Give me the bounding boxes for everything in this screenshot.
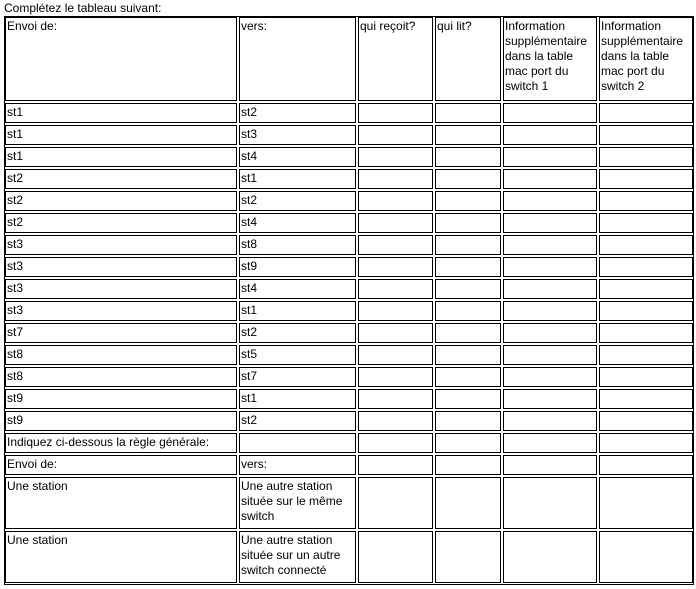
answer-cell[interactable] xyxy=(358,455,431,475)
answer-cell[interactable] xyxy=(599,235,691,255)
source-station-cell: st2 xyxy=(7,171,24,185)
answer-cell[interactable] xyxy=(503,279,595,299)
answer-cell[interactable] xyxy=(599,345,691,365)
rule-to-header: vers: xyxy=(241,457,268,471)
answer-cell[interactable] xyxy=(503,455,595,475)
answer-cell[interactable] xyxy=(503,411,595,431)
answer-cell[interactable] xyxy=(599,279,691,299)
source-station-cell: st2 xyxy=(7,215,24,229)
answer-cell[interactable] xyxy=(358,213,431,233)
source-station-cell: st1 xyxy=(7,149,24,163)
source-station-cell: st3 xyxy=(7,303,24,317)
source-station-cell: st2 xyxy=(7,193,24,207)
answer-cell[interactable] xyxy=(358,301,431,321)
rule-destination-cell: Une autre station située sur un autre switch connecté xyxy=(241,533,341,577)
answer-cell[interactable] xyxy=(435,367,499,387)
answer-cell[interactable] xyxy=(435,477,499,529)
exercise-table xyxy=(4,16,694,588)
answer-cell[interactable] xyxy=(435,169,499,189)
destination-station-cell: st2 xyxy=(241,325,258,339)
answer-cell[interactable] xyxy=(599,213,691,233)
answer-cell[interactable] xyxy=(503,323,595,343)
answer-cell[interactable] xyxy=(358,147,431,167)
answer-cell[interactable] xyxy=(503,433,595,453)
rule-source-cell: Une station xyxy=(7,479,68,493)
answer-cell[interactable] xyxy=(503,213,595,233)
source-station-cell: st1 xyxy=(7,127,24,141)
answer-cell[interactable] xyxy=(435,191,499,211)
source-station-cell: st3 xyxy=(7,281,24,295)
source-station-cell: st9 xyxy=(7,413,24,427)
answer-cell[interactable] xyxy=(435,257,499,277)
destination-station-cell: st1 xyxy=(241,303,258,317)
answer-cell[interactable] xyxy=(358,257,431,277)
answer-cell[interactable] xyxy=(435,531,499,583)
answer-cell[interactable] xyxy=(435,235,499,255)
destination-station-cell: st1 xyxy=(241,171,258,185)
rule-from-header: Envoi de: xyxy=(7,457,58,471)
answer-cell[interactable] xyxy=(599,191,691,211)
answer-cell[interactable] xyxy=(503,235,595,255)
answer-cell[interactable] xyxy=(358,235,431,255)
source-station-cell: st1 xyxy=(7,105,24,119)
answer-cell[interactable] xyxy=(358,191,431,211)
answer-cell[interactable] xyxy=(435,389,499,409)
table-caption: Complétez le tableau suivant: xyxy=(4,1,162,15)
answer-cell[interactable] xyxy=(503,301,595,321)
answer-cell[interactable] xyxy=(358,169,431,189)
answer-cell[interactable] xyxy=(503,147,595,167)
destination-station-cell: st4 xyxy=(241,149,258,163)
destination-station-cell: st1 xyxy=(241,391,258,405)
answer-cell[interactable] xyxy=(358,125,431,145)
answer-cell[interactable] xyxy=(503,191,595,211)
destination-station-cell: st2 xyxy=(241,105,258,119)
answer-cell[interactable] xyxy=(239,433,354,453)
answer-cell[interactable] xyxy=(503,531,595,583)
answer-cell[interactable] xyxy=(599,169,691,189)
answer-cell[interactable] xyxy=(599,103,691,123)
answer-cell[interactable] xyxy=(358,367,431,387)
destination-station-cell: st8 xyxy=(241,237,258,251)
answer-cell[interactable] xyxy=(503,169,595,189)
source-station-cell: st7 xyxy=(7,325,24,339)
answer-cell[interactable] xyxy=(358,531,431,583)
answer-cell[interactable] xyxy=(503,389,595,409)
source-station-cell: st3 xyxy=(7,259,24,273)
answer-cell[interactable] xyxy=(599,477,691,529)
answer-cell[interactable] xyxy=(599,433,691,453)
column-header: qui reçoit? xyxy=(360,19,416,33)
answer-cell[interactable] xyxy=(435,345,499,365)
answer-cell[interactable] xyxy=(358,411,431,431)
answer-cell[interactable] xyxy=(435,147,499,167)
source-station-cell: st3 xyxy=(7,237,24,251)
answer-cell[interactable] xyxy=(435,279,499,299)
answer-cell[interactable] xyxy=(599,367,691,387)
destination-station-cell: st2 xyxy=(241,413,258,427)
column-header: vers: xyxy=(241,19,268,33)
destination-station-cell: st3 xyxy=(241,127,258,141)
answer-cell[interactable] xyxy=(435,103,499,123)
answer-cell[interactable] xyxy=(435,433,499,453)
answer-cell[interactable] xyxy=(435,411,499,431)
column-header: Information supplémentaire dans la table mac port du switch 1 xyxy=(505,19,588,93)
column-header: Information supplémentaire dans la table mac port du switch 2 xyxy=(601,19,684,93)
answer-cell[interactable] xyxy=(358,103,431,123)
answer-cell[interactable] xyxy=(599,257,691,277)
answer-cell[interactable] xyxy=(503,477,595,529)
answer-cell[interactable] xyxy=(503,367,595,387)
column-header: Envoi de: xyxy=(7,19,58,33)
destination-station-cell: st5 xyxy=(241,347,258,361)
source-station-cell: st9 xyxy=(7,391,24,405)
destination-station-cell: st9 xyxy=(241,259,258,273)
answer-cell[interactable] xyxy=(503,103,595,123)
destination-station-cell: st4 xyxy=(241,215,258,229)
answer-cell[interactable] xyxy=(358,477,431,529)
column-header: qui lit? xyxy=(437,19,472,33)
answer-cell[interactable] xyxy=(435,213,499,233)
answer-cell[interactable] xyxy=(358,389,431,409)
answer-cell[interactable] xyxy=(503,345,595,365)
answer-cell[interactable] xyxy=(358,433,431,453)
answer-cell[interactable] xyxy=(599,411,691,431)
destination-station-cell: st4 xyxy=(241,281,258,295)
answer-cell[interactable] xyxy=(435,455,499,475)
answer-cell[interactable] xyxy=(599,147,691,167)
answer-cell[interactable] xyxy=(599,125,691,145)
general-rule-label: Indiquez ci-dessous la règle générale: xyxy=(7,435,210,449)
destination-station-cell: st2 xyxy=(241,193,258,207)
answer-cell[interactable] xyxy=(599,301,691,321)
answer-cell[interactable] xyxy=(435,301,499,321)
source-station-cell: st8 xyxy=(7,347,24,361)
answer-cell[interactable] xyxy=(358,323,431,343)
answer-cell[interactable] xyxy=(358,279,431,299)
rule-destination-cell: Une autre station située sur le même switch xyxy=(241,479,343,523)
answer-cell[interactable] xyxy=(599,389,691,409)
answer-cell[interactable] xyxy=(358,345,431,365)
answer-cell[interactable] xyxy=(435,323,499,343)
rule-source-cell: Une station xyxy=(7,533,68,547)
answer-cell[interactable] xyxy=(599,323,691,343)
answer-cell[interactable] xyxy=(435,125,499,145)
destination-station-cell: st7 xyxy=(241,369,258,383)
answer-cell[interactable] xyxy=(503,257,595,277)
answer-cell[interactable] xyxy=(503,125,595,145)
answer-cell[interactable] xyxy=(599,531,691,583)
answer-cell[interactable] xyxy=(599,455,691,475)
source-station-cell: st8 xyxy=(7,369,24,383)
